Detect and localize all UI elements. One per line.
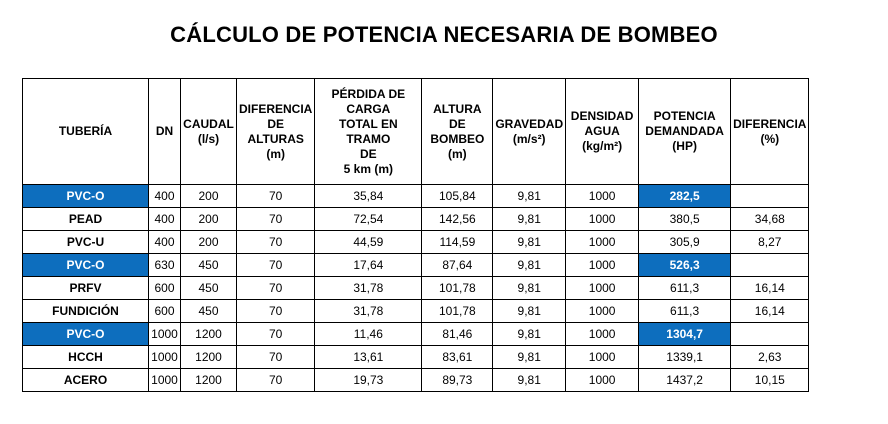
column-header-altura-bombeo	[422, 79, 493, 185]
column-header-line: DN	[155, 124, 174, 138]
cell-dn: 600	[149, 300, 181, 323]
cell-tuberia: PRFV	[23, 277, 149, 300]
cell-potencia: 526,3	[639, 254, 731, 277]
column-header-line: CAUDAL	[183, 116, 234, 131]
cell-perdida: 44,59	[315, 231, 422, 254]
column-header-line: DIFERENCIA	[733, 116, 807, 131]
cell-perdida: 31,78	[315, 300, 422, 323]
column-header-line: AGUA	[584, 124, 620, 138]
cell-densidad: 1000	[566, 346, 639, 369]
cell-dn: 600	[149, 277, 181, 300]
table-row	[23, 346, 809, 369]
cell-diferencia	[731, 185, 809, 208]
cell-altura: 105,84	[422, 185, 493, 208]
cell-dif-alturas: 70	[237, 185, 315, 208]
cell-diferencia: 8,27	[731, 231, 809, 254]
column-header-line: DE	[267, 116, 284, 131]
column-header-perdida-carga	[315, 79, 422, 185]
cell-caudal: 200	[181, 185, 237, 208]
column-header-line: DE	[360, 146, 377, 161]
cell-gravedad: 9,81	[493, 277, 566, 300]
cell-tuberia: ACERO	[23, 369, 149, 392]
cell-dn: 1000	[149, 346, 181, 369]
cell-altura: 101,78	[422, 300, 493, 323]
cell-dif-alturas: 70	[237, 369, 315, 392]
cell-dif-alturas: 70	[237, 346, 315, 369]
cell-diferencia: 16,14	[731, 277, 809, 300]
column-header-line: TUBERÍA	[58, 124, 113, 138]
column-header-diferencia-alturas	[237, 79, 315, 185]
column-header-line: DENSIDAD	[570, 109, 634, 123]
column-header-line: (l/s)	[197, 131, 220, 146]
cell-altura: 114,59	[422, 231, 493, 254]
cell-potencia: 380,5	[639, 208, 731, 231]
table-row	[23, 369, 809, 392]
cell-tuberia: PVC-U	[23, 231, 149, 254]
cell-caudal: 1200	[181, 323, 237, 346]
pumping-power-table	[22, 78, 809, 392]
cell-tuberia: PVC-O	[23, 323, 149, 346]
cell-caudal: 450	[181, 254, 237, 277]
cell-altura: 89,73	[422, 369, 493, 392]
column-header-line: ALTURA DE	[433, 101, 482, 131]
cell-altura: 101,78	[422, 277, 493, 300]
cell-tuberia: FUNDICIÓN	[23, 300, 149, 323]
cell-dif-alturas: 70	[237, 208, 315, 231]
cell-tuberia: PVC-O	[23, 254, 149, 277]
cell-densidad: 1000	[566, 323, 639, 346]
cell-densidad: 1000	[566, 254, 639, 277]
cell-perdida: 35,84	[315, 185, 422, 208]
cell-densidad: 1000	[566, 300, 639, 323]
table-row	[23, 277, 809, 300]
cell-gravedad: 9,81	[493, 185, 566, 208]
table-row	[23, 231, 809, 254]
cell-potencia: 1437,2	[639, 369, 731, 392]
column-header-line: GRAVEDAD	[495, 116, 564, 131]
table-row	[23, 300, 809, 323]
column-header-tuberia	[23, 79, 149, 185]
column-header-potencia-demandada	[639, 79, 731, 185]
table-row	[23, 208, 809, 231]
cell-perdida: 31,78	[315, 277, 422, 300]
cell-gravedad: 9,81	[493, 346, 566, 369]
cell-dif-alturas: 70	[237, 323, 315, 346]
column-header-dn	[149, 79, 181, 185]
cell-caudal: 200	[181, 231, 237, 254]
cell-dn: 400	[149, 231, 181, 254]
cell-diferencia: 2,63	[731, 346, 809, 369]
cell-potencia: 1339,1	[639, 346, 731, 369]
column-header-line: 5 km (m)	[343, 161, 394, 176]
cell-tuberia: HCCH	[23, 346, 149, 369]
cell-diferencia	[731, 323, 809, 346]
cell-dif-alturas: 70	[237, 277, 315, 300]
table-row	[23, 254, 809, 277]
cell-perdida: 11,46	[315, 323, 422, 346]
column-header-line: PÉRDIDA DE	[331, 86, 406, 101]
cell-dif-alturas: 70	[237, 231, 315, 254]
column-header-line: DEMANDADA	[645, 124, 724, 138]
cell-caudal: 1200	[181, 369, 237, 392]
cell-gravedad: 9,81	[493, 323, 566, 346]
cell-potencia: 611,3	[639, 277, 731, 300]
cell-dn: 1000	[149, 369, 181, 392]
cell-densidad: 1000	[566, 208, 639, 231]
column-header-line: (m/s²)	[512, 131, 546, 146]
cell-dif-alturas: 70	[237, 300, 315, 323]
cell-densidad: 1000	[566, 369, 639, 392]
column-header-line: (kg/m²)	[582, 139, 623, 153]
column-header-line: (HP)	[672, 139, 697, 153]
column-header-line: DIFERENCIA	[239, 101, 313, 116]
column-header-caudal	[181, 79, 237, 185]
cell-altura: 142,56	[422, 208, 493, 231]
column-header-line: CARGA	[346, 101, 391, 116]
cell-densidad: 1000	[566, 277, 639, 300]
cell-perdida: 13,61	[315, 346, 422, 369]
page-title: CÁLCULO DE POTENCIA NECESARIA DE BOMBEO	[170, 22, 718, 47]
column-header-line: (m)	[266, 146, 285, 161]
cell-diferencia: 34,68	[731, 208, 809, 231]
cell-potencia: 282,5	[639, 185, 731, 208]
cell-densidad: 1000	[566, 185, 639, 208]
cell-gravedad: 9,81	[493, 300, 566, 323]
header-row	[23, 79, 809, 185]
column-header-line: (%)	[760, 131, 780, 146]
table-row	[23, 185, 809, 208]
cell-densidad: 1000	[566, 231, 639, 254]
cell-diferencia: 10,15	[731, 369, 809, 392]
column-header-gravedad	[493, 79, 566, 185]
cell-gravedad: 9,81	[493, 254, 566, 277]
cell-caudal: 1200	[181, 346, 237, 369]
cell-dn: 1000	[149, 323, 181, 346]
cell-tuberia: PEAD	[23, 208, 149, 231]
cell-gravedad: 9,81	[493, 231, 566, 254]
cell-altura: 87,64	[422, 254, 493, 277]
column-header-line: BOMBEO	[430, 131, 485, 146]
cell-dn: 400	[149, 208, 181, 231]
cell-perdida: 17,64	[315, 254, 422, 277]
cell-dn: 630	[149, 254, 181, 277]
cell-perdida: 19,73	[315, 369, 422, 392]
column-header-line: ALTURAS	[247, 131, 304, 146]
table-body	[23, 185, 809, 392]
cell-dn: 400	[149, 185, 181, 208]
column-header-line: TOTAL EN TRAMO	[339, 116, 398, 146]
column-header-densidad-agua	[566, 79, 639, 185]
cell-perdida: 72,54	[315, 208, 422, 231]
table-row	[23, 323, 809, 346]
cell-caudal: 450	[181, 300, 237, 323]
column-header-line: (m)	[448, 146, 467, 161]
cell-caudal: 450	[181, 277, 237, 300]
cell-tuberia: PVC-O	[23, 185, 149, 208]
cell-caudal: 200	[181, 208, 237, 231]
cell-gravedad: 9,81	[493, 208, 566, 231]
cell-diferencia: 16,14	[731, 300, 809, 323]
cell-diferencia	[731, 254, 809, 277]
cell-altura: 83,61	[422, 346, 493, 369]
cell-altura: 81,46	[422, 323, 493, 346]
cell-potencia: 611,3	[639, 300, 731, 323]
column-header-diferencia-pct	[731, 79, 809, 185]
cell-gravedad: 9,81	[493, 369, 566, 392]
cell-potencia: 305,9	[639, 231, 731, 254]
cell-dif-alturas: 70	[237, 254, 315, 277]
cell-potencia: 1304,7	[639, 323, 731, 346]
column-header-line: POTENCIA	[653, 109, 716, 123]
